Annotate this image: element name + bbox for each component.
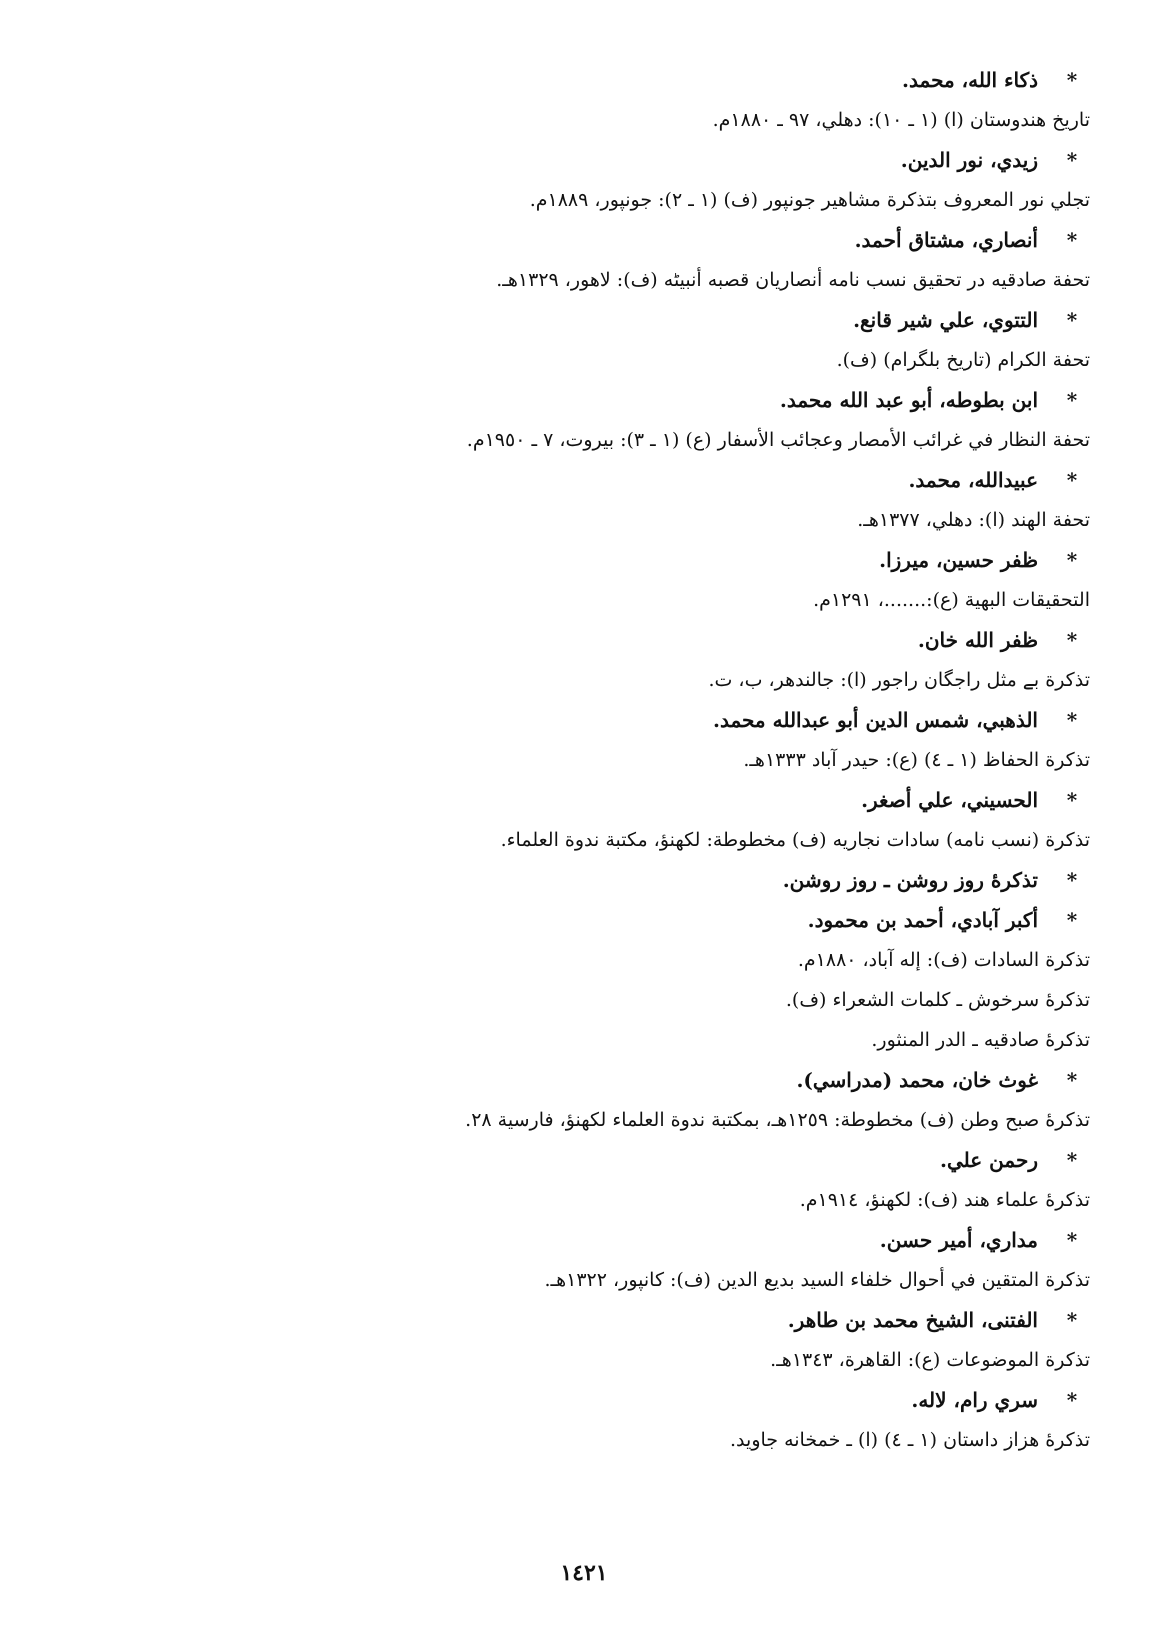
work-citation: تذكرهٔ هزاز داستان (١ ـ ٤) (ا) ـ خمخانه جاويد. [730,1429,1090,1451]
work-citation: تذكرة الحفاظ (١ ـ ٤) (ع): حيدر آباد ١٣٣٣هـ. [743,749,1090,771]
asterisk-marker-icon: * [1066,388,1078,412]
work-citation: تذكرهٔ صبح وطن (ف) مخطوطة: ١٢٥٩هـ، بمكتبة ندوة العلماء لكهنؤ، فارسية ٢٨. [465,1109,1090,1131]
author-name: عبيدالله، محمد. [908,468,1038,492]
author-name: الذهبي، شمس الدين أبو عبدالله محمد. [713,708,1038,732]
work-citation: تحفة الكرام (تاريخ بلگرام) (ف). [836,349,1090,371]
bibliography-entry [90,1060,1090,1140]
author-name: تذكرهٔ روز روشن ـ روز روشن. [782,868,1038,892]
entry-author [90,60,1090,100]
asterisk-marker-icon: * [1066,1308,1078,1332]
work-citation: التحقيقات البهية (ع):.......، ١٢٩١م. [813,589,1090,611]
asterisk-marker-icon: * [1066,1068,1078,1092]
bibliography-entry [90,140,1090,220]
author-name: الفتنى، الشيخ محمد بن طاهر. [787,1308,1038,1332]
bibliography-entry [90,1140,1090,1220]
asterisk-marker-icon: * [1066,788,1078,812]
entry-author [90,540,1090,580]
bibliography-entry [90,1300,1090,1380]
author-name: غوث خان، محمد (مدراسي). [796,1068,1038,1092]
work-citation: تذكرهٔ صادقيه ـ الدر المنثور. [871,1029,1090,1051]
work-citation: تحفة الهند (ا): دهلي، ١٣٧٧هـ. [857,509,1090,531]
bibliography-entry [90,900,1090,1060]
bibliography-entry [90,300,1090,380]
asterisk-marker-icon: * [1066,1228,1078,1252]
asterisk-marker-icon: * [1066,708,1078,732]
asterisk-marker-icon: * [1066,1388,1078,1412]
bibliography-entry [90,860,1090,900]
asterisk-marker-icon: * [1066,308,1078,332]
asterisk-marker-icon: * [1066,908,1078,932]
author-name: سري رام، لاله. [911,1388,1038,1412]
bibliography-entry [90,460,1090,540]
author-name: زيدي، نور الدين. [900,148,1038,172]
bibliography-entry [90,780,1090,860]
author-name: الحسيني، علي أصغر. [861,788,1038,812]
entry-author [90,380,1090,420]
work-citation: تذكرة بے مثل راجگان راجور (ا): جالندهر، ب، ت. [708,669,1090,691]
entry-author [90,1220,1090,1260]
entry-author [90,620,1090,660]
bibliography-entry [90,540,1090,620]
author-name: ظفر حسين، ميرزا. [879,548,1038,572]
entry-author [90,1060,1090,1100]
bibliography-entry [90,700,1090,780]
work-citation: تجلي نور المعروف بتذكرة مشاهير جونپور (ف) (١ ـ ٢): جونپور، ١٨٨٩م. [529,189,1090,211]
bibliography-entry [90,1220,1090,1300]
author-name: مداري، أمير حسن. [879,1228,1038,1252]
work-citation: تذكرهٔ سرخوش ـ كلمات الشعراء (ف). [785,989,1090,1011]
work-citation: تاريخ هندوستان (ا) (١ ـ ١٠): دهلي، ٩٧ ـ ١٨٨٠م. [712,109,1090,131]
asterisk-marker-icon: * [1066,228,1078,252]
asterisk-marker-icon: * [1066,628,1078,652]
author-name: رحمن علي. [940,1148,1038,1172]
entry-author [90,140,1090,180]
entry-author [90,1140,1090,1180]
entry-author [90,300,1090,340]
author-name: أنصاري، مشتاق أحمد. [854,228,1038,252]
entry-author [90,460,1090,500]
entry-author [90,220,1090,260]
bibliography-entry [90,220,1090,300]
work-citation: تذكرة (نسب نامه) سادات نجاريه (ف) مخطوطة: لكهنؤ، مكتبة ندوة العلماء. [500,829,1090,851]
author-name: التتوي، علي شير قانع. [853,308,1038,332]
entry-author [90,700,1090,740]
asterisk-marker-icon: * [1066,548,1078,572]
work-citation: تحفة صادقيه در تحقيق نسب نامه أنصاريان قصبه أنبيٹه (ف): لاهور، ١٣٢٩هـ. [496,269,1090,291]
asterisk-marker-icon: * [1066,468,1078,492]
asterisk-marker-icon: * [1066,1148,1078,1172]
bibliography-entry [90,620,1090,700]
bibliography-entry [90,380,1090,460]
bibliography-entry [90,1380,1090,1460]
entry-author [90,860,1090,900]
author-name: ظفر الله خان. [917,628,1038,652]
author-name: ذكاء الله، محمد. [902,68,1038,92]
author-name: ابن بطوطه، أبو عبد الله محمد. [779,388,1038,412]
bibliography-entry [90,60,1090,140]
work-citation: تذكرة الموضوعات (ع): القاهرة، ١٣٤٣هـ. [770,1349,1090,1371]
work-citation: تذكرة السادات (ف): إله آباد، ١٨٨٠م. [797,949,1090,971]
entry-author [90,1300,1090,1340]
author-name: أكبر آبادي، أحمد بن محمود. [807,908,1038,932]
entry-author [90,900,1090,940]
entry-author [90,780,1090,820]
asterisk-marker-icon: * [1066,868,1078,892]
page-number: ١٤٢١ [560,1560,608,1586]
bibliography-list [90,60,1090,1460]
work-citation: تذكرهٔ علماء هند (ف): لكهنؤ، ١٩١٤م. [799,1189,1090,1211]
asterisk-marker-icon: * [1066,68,1078,92]
entry-author [90,1380,1090,1420]
work-citation: تحفة النظار في غرائب الأمصار وعجائب الأسفار (ع) (١ ـ ٣): بيروت، ٧ ـ ١٩٥٠م. [466,429,1090,451]
asterisk-marker-icon: * [1066,148,1078,172]
work-citation: تذكرة المتقين في أحوال خلفاء السيد بديع الدين (ف): كانپور، ١٣٢٢هـ. [544,1269,1090,1291]
